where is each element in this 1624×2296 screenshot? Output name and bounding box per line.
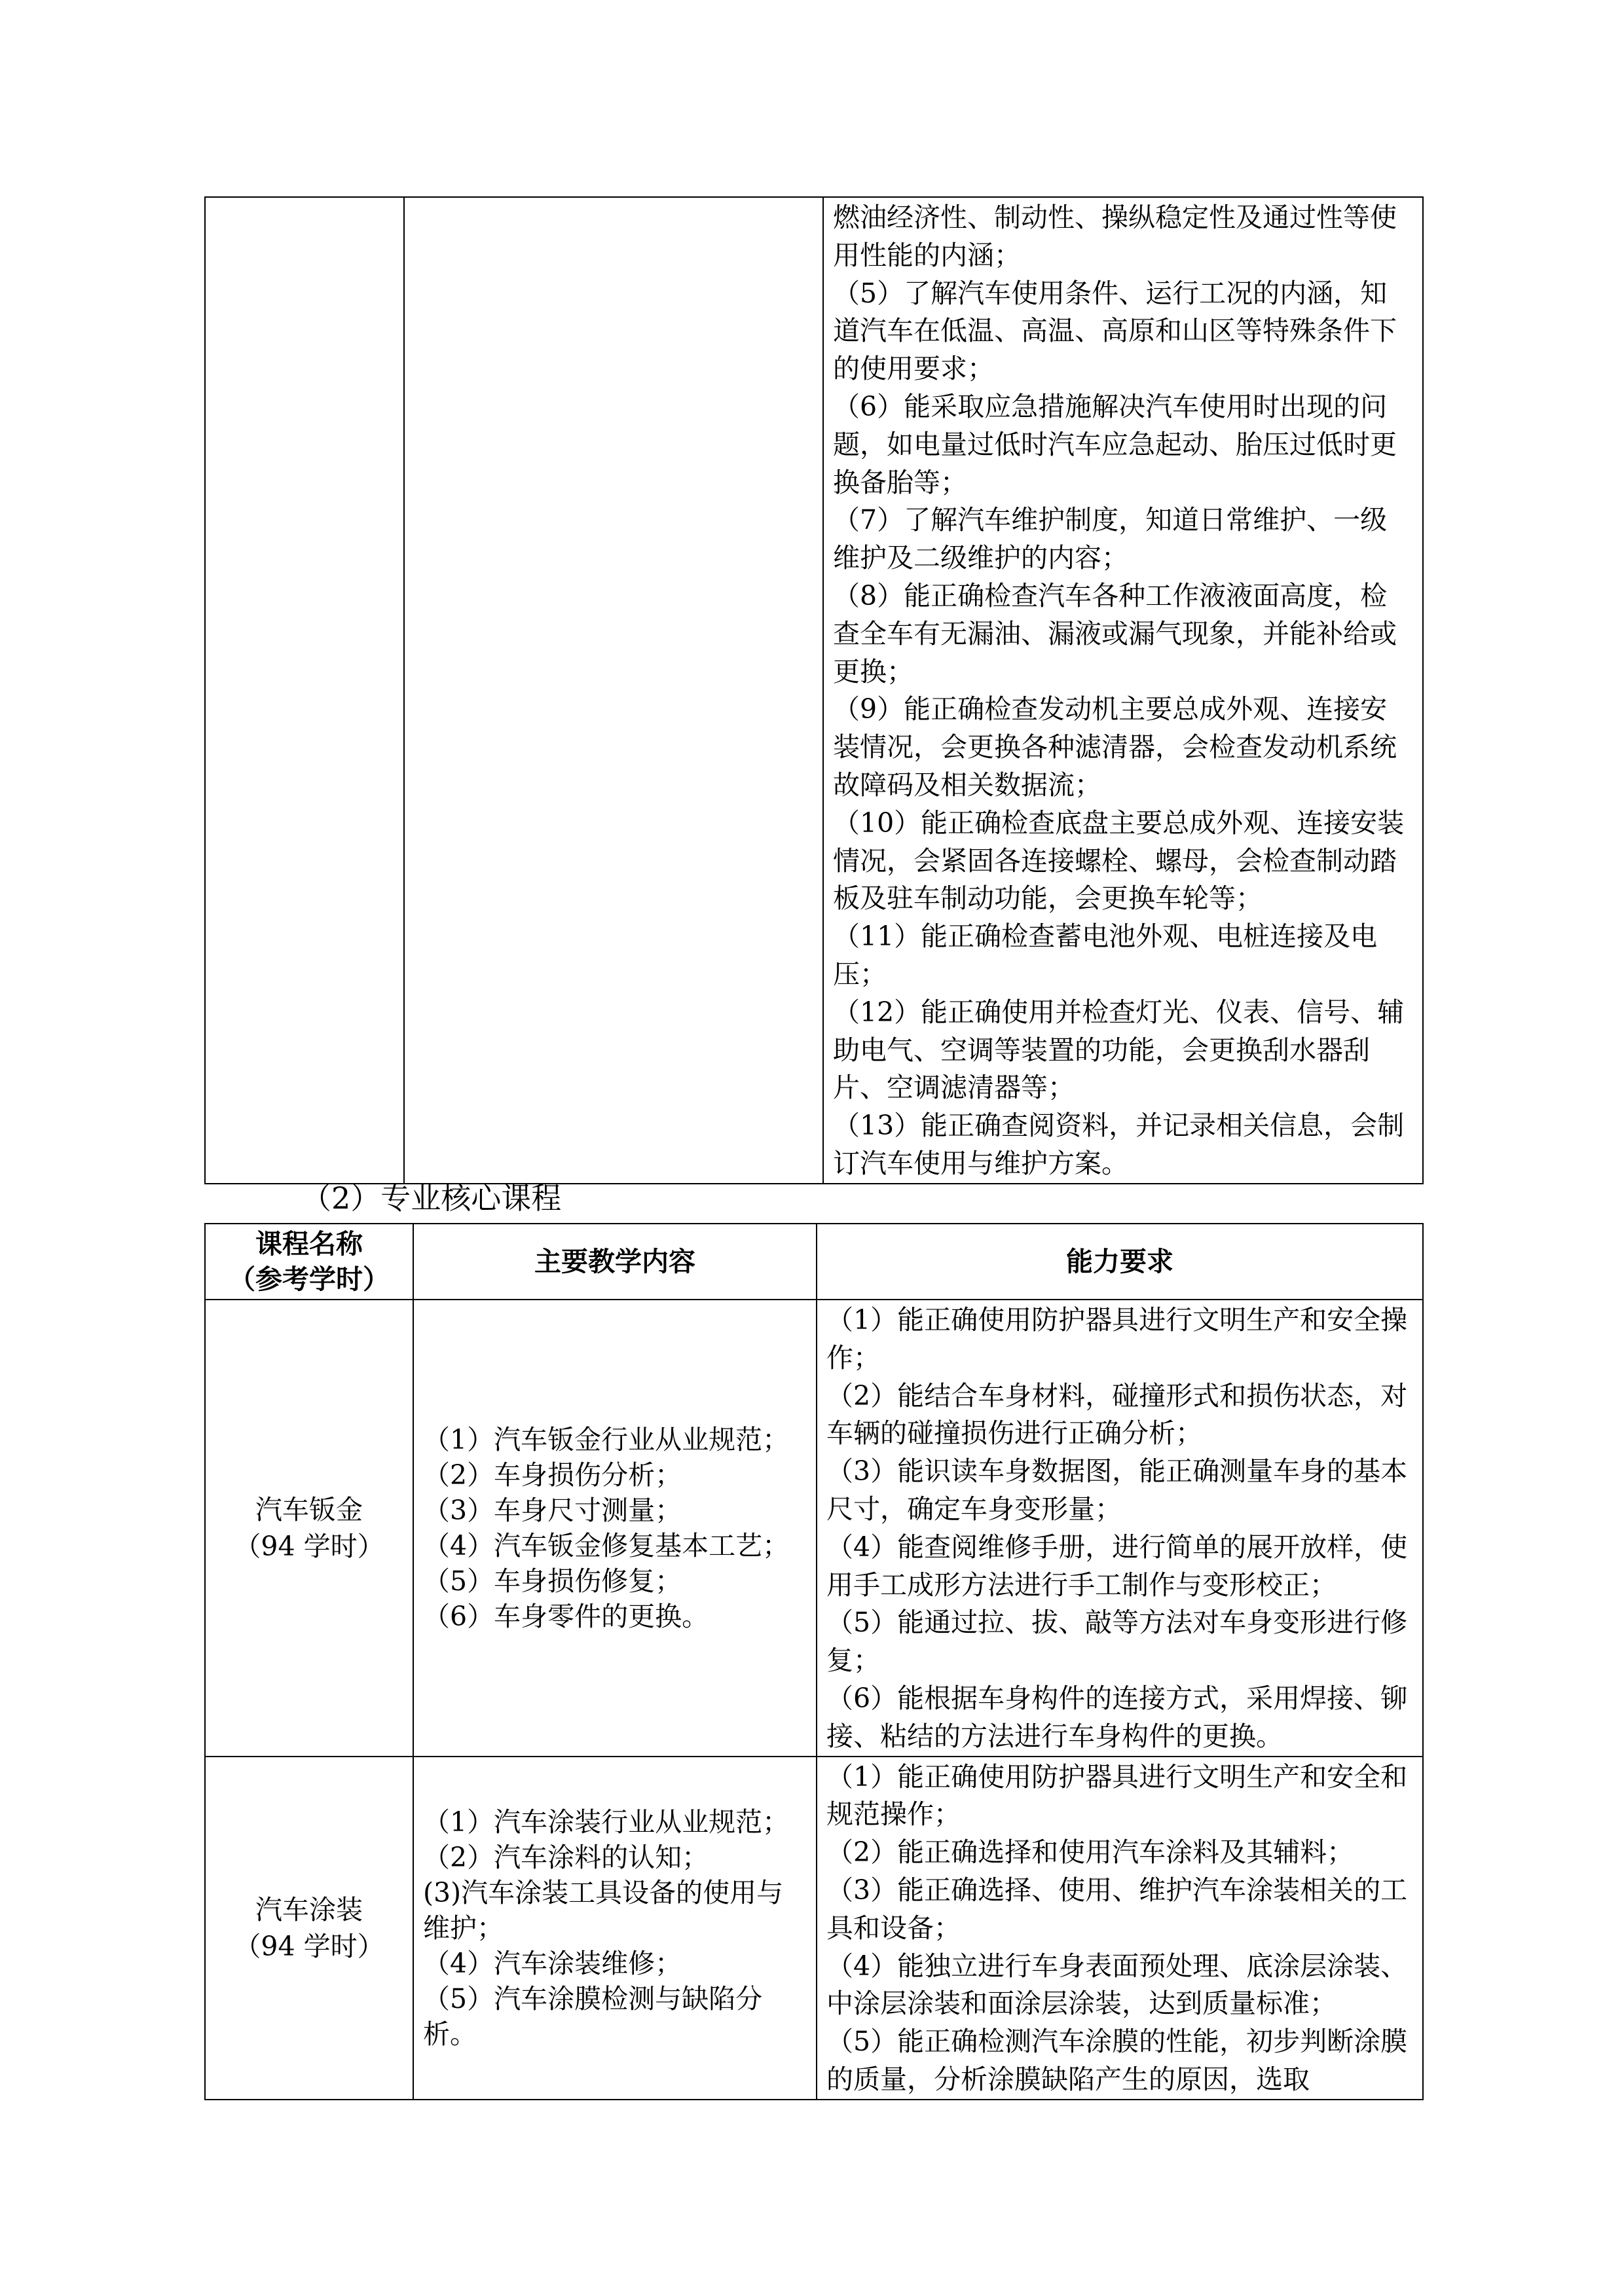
course-name-cell xyxy=(205,1300,413,1757)
ability-line: （5）了解汽车使用条件、运行工况的内涵，知道汽车在低温、高温、高原和山区等特殊条件下的使用要求； xyxy=(833,277,1397,385)
ability-requirements-cell xyxy=(823,197,1423,1184)
ability-line: （5）能通过拉、拔、敲等方法对车身变形进行修复； xyxy=(826,1607,1408,1677)
core-course-table xyxy=(204,1223,1424,2100)
content-line: （2）汽车涂料的认知； xyxy=(423,1841,709,1873)
course-name: 汽车钣金 xyxy=(255,1493,363,1525)
header-ability-requirements: 能力要求 xyxy=(817,1224,1423,1300)
ability-line: （5）能正确检测汽车涂膜的性能，初步判断涂膜的质量，分析涂膜缺陷产生的原因，选取 xyxy=(826,2026,1408,2095)
ability-line: （10）能正确检查底盘主要总成外观、连接安装情况，会紧固各连接螺栓、螺母，会检查制动踏板及驻车制动功能，会更换车轮等； xyxy=(833,807,1405,915)
ability-line: （3）能识读车身数据图，能正确测量车身的基本尺寸，确定车身变形量； xyxy=(826,1455,1408,1525)
content-line: （5）汽车涂膜检测与缺陷分析。 xyxy=(423,1982,763,2050)
ability-requirements-cell xyxy=(817,1757,1423,2100)
ability-line: （6）能根据车身构件的连接方式，采用焊接、铆接、粘结的方法进行车身构件的更换。 xyxy=(826,1682,1408,1752)
table-row xyxy=(205,1757,1423,2100)
ability-line: （4）能查阅维修手册，进行简单的展开放样，使用手工成形方法进行手工制作与变形校正； xyxy=(826,1531,1408,1601)
ability-line: （8）能正确检查汽车各种工作液液面高度，检查全车有无漏油、漏液或漏气现象，并能补给或更换； xyxy=(833,579,1397,687)
content-line: （3）车身尺寸测量； xyxy=(423,1494,682,1526)
content-line: （6）车身零件的更换。 xyxy=(423,1600,709,1632)
ability-line: （2）能正确选择和使用汽车涂料及其辅料； xyxy=(826,1836,1354,1868)
ability-line: （13）能正确查阅资料，并记录相关信息，会制订汽车使用与维护方案。 xyxy=(833,1110,1405,1179)
ability-line: （3）能正确选择、使用、维护汽车涂装相关的工具和设备； xyxy=(826,1874,1408,1944)
ability-line: （6）能采取应急措施解决汽车使用时出现的问题，如电量过低时汽车应急起动、胎压过低时更换备胎等； xyxy=(833,390,1397,498)
content-line: （5）车身损伤修复； xyxy=(423,1565,682,1597)
course-hours: （94 学时） xyxy=(234,1530,384,1562)
content-line: （1）汽车钣金行业从业规范； xyxy=(423,1423,790,1455)
content-line: （2）车身损伤分析； xyxy=(423,1459,682,1491)
content-line: （4）汽车钣金修复基本工艺； xyxy=(423,1529,790,1561)
ability-requirements-cell xyxy=(817,1300,1423,1757)
course-name-cell xyxy=(205,1757,413,2100)
content-line: （1）汽车涂装行业从业规范； xyxy=(423,1806,790,1838)
ability-line: （12）能正确使用并检查灯光、仪表、信号、辅助电气、空调等装置的功能，会更换刮水器刮片、空调滤清器等； xyxy=(833,996,1405,1104)
ability-line: 燃油经济性、制动性、操纵稳定性及通过性等使用性能的内涵； xyxy=(833,202,1397,271)
course-hours: （94 学时） xyxy=(234,1930,384,1962)
ability-line: （2）能结合车身材料，碰撞形式和损伤状态，对车辆的碰撞损伤进行正确分析； xyxy=(826,1379,1408,1449)
header-teaching-content: 主要教学内容 xyxy=(413,1224,817,1300)
course-name: 汽车涂装 xyxy=(255,1893,363,1925)
teaching-content-cell xyxy=(413,1757,817,2100)
ability-line: （1）能正确使用防护器具进行文明生产和安全操作； xyxy=(826,1304,1408,1374)
content-line: （4）汽车涂装维修； xyxy=(423,1947,682,1979)
ability-line: （7）了解汽车维护制度，知道日常维护、一级维护及二级维护的内容； xyxy=(833,504,1388,574)
ability-line: （1）能正确使用防护器具进行文明生产和安全和规范操作； xyxy=(826,1760,1408,1831)
header-course-name: 课程名称 （参考学时） xyxy=(205,1224,413,1300)
ability-line: （11）能正确检查蓄电池外观、电桩连接及电压； xyxy=(833,920,1378,990)
table-row xyxy=(205,1300,1423,1757)
section-heading: （2）专业核心课程 xyxy=(301,1180,562,1216)
continued-course-table xyxy=(204,196,1424,1184)
ability-line: （4）能独立进行车身表面预处理、底涂层涂装、中涂层涂装和面涂层涂装，达到质量标准； xyxy=(826,1950,1408,2020)
teaching-content-cell xyxy=(413,1300,817,1757)
teaching-content-cell xyxy=(404,197,823,1184)
course-name-cell xyxy=(205,197,404,1184)
table-header-row xyxy=(205,1224,1423,1300)
ability-line: （9）能正确检查发动机主要总成外观、连接安装情况，会更换各种滤清器，会检查发动机系统故障码及相关数据流； xyxy=(833,693,1397,801)
content-line: (3)汽车涂装工具设备的使用与维护； xyxy=(423,1876,784,1944)
